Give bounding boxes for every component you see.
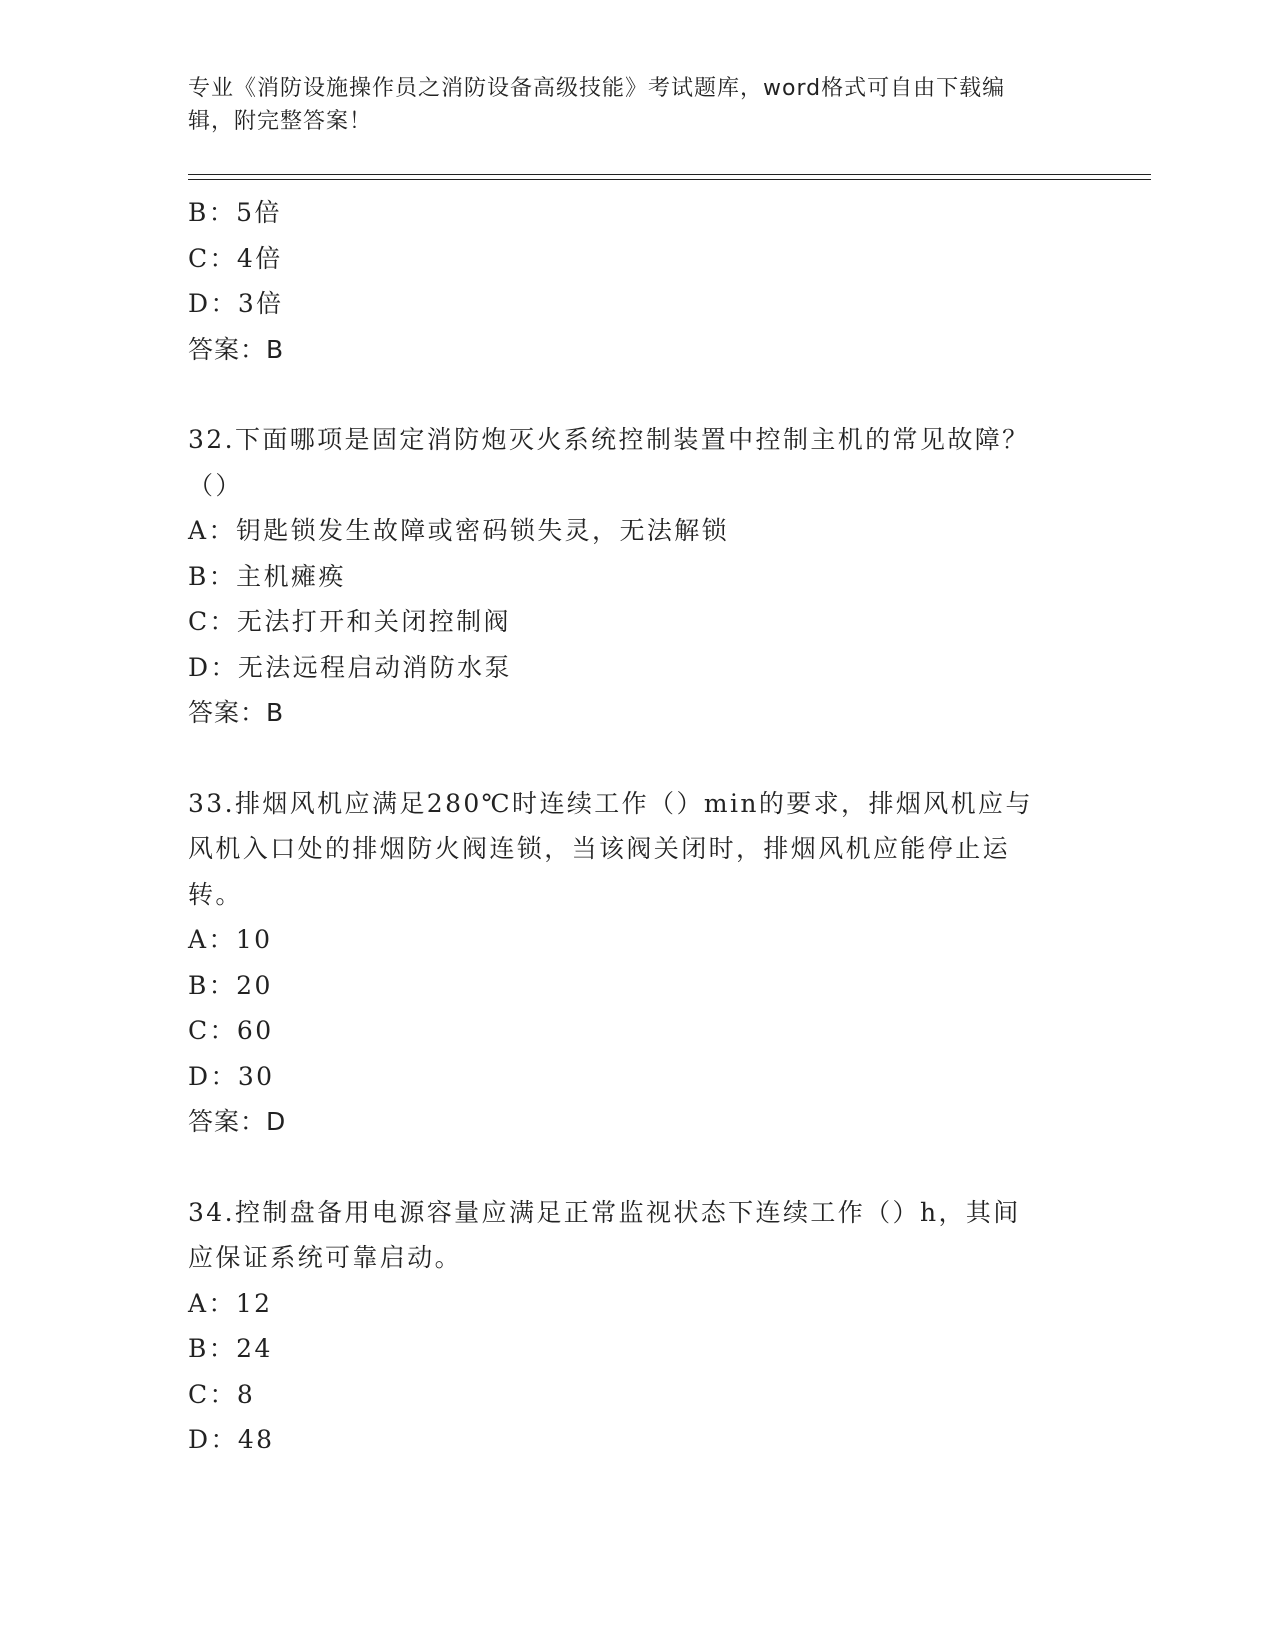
option-b: B：5倍 xyxy=(188,198,282,227)
question-34 xyxy=(188,1190,1068,1463)
option-d: D：30 xyxy=(188,1061,275,1091)
option-c: C：4倍 xyxy=(188,243,283,273)
option-b: B：20 xyxy=(188,970,273,1000)
header-divider-top xyxy=(188,174,1151,175)
document-header xyxy=(188,72,1068,138)
option-a: A：12 xyxy=(188,1288,273,1318)
option-b: B：主机瘫痪 xyxy=(188,561,346,591)
question-32 xyxy=(188,417,1068,736)
previous-question-tail xyxy=(188,190,1068,372)
question-stem-line: 转。 xyxy=(188,879,243,909)
spacer xyxy=(188,736,1068,781)
question-stem-line: 应保证系统可靠启动。 xyxy=(188,1243,463,1272)
question-stem-line: 32.下面哪项是固定消防炮灭火系统控制装置中控制主机的常见故障？ xyxy=(188,425,1030,454)
question-33 xyxy=(188,781,1068,1145)
answer-line: 答案：D xyxy=(188,1107,287,1136)
option-b: B：24 xyxy=(188,1334,273,1363)
spacer xyxy=(188,372,1068,417)
option-a: A：10 xyxy=(188,925,273,954)
option-d: D：无法远程启动消防水泵 xyxy=(188,652,512,682)
question-list xyxy=(188,190,1068,1463)
answer-line: 答案：B xyxy=(188,698,285,727)
header-divider-bottom xyxy=(188,179,1151,180)
header-line-2: 辑，附完整答案！ xyxy=(188,109,373,134)
question-stem-line: 风机入口处的排烟防火阀连锁，当该阀关闭时，排烟风机应能停止运 xyxy=(188,834,1011,863)
option-c: C：60 xyxy=(188,1016,274,1045)
question-stem-line: 33.排烟风机应满足280℃时连续工作（）min的要求，排烟风机应与 xyxy=(188,788,1033,818)
header-line-1: 专业《消防设施操作员之消防设备高级技能》考试题库，word格式可自由下载编 xyxy=(188,76,1006,101)
question-stem-line: （） xyxy=(188,470,243,500)
option-d: D：48 xyxy=(188,1425,275,1454)
option-c: C：无法打开和关闭控制阀 xyxy=(188,607,511,636)
option-c: C：8 xyxy=(188,1379,256,1409)
question-stem-line: 34.控制盘备用电源容量应满足正常监视状态下连续工作（）h，其间 xyxy=(188,1197,1021,1227)
option-a: A：钥匙锁发生故障或密码锁失灵，无法解锁 xyxy=(188,516,730,545)
option-d: D：3倍 xyxy=(188,289,284,318)
answer-line: 答案：B xyxy=(188,334,285,364)
spacer xyxy=(188,1145,1068,1190)
